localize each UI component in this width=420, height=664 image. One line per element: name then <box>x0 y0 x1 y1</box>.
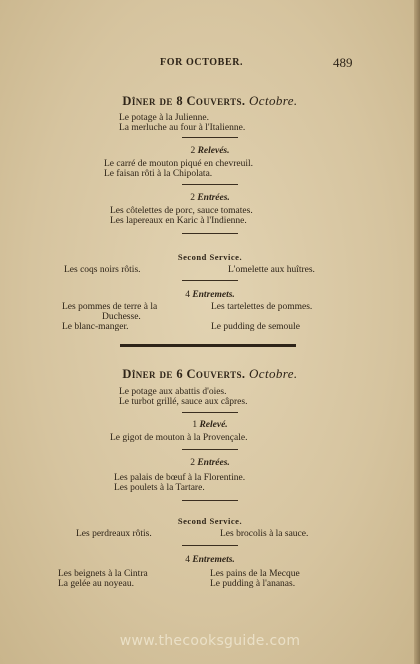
menu2-second-left: Les perdreaux rôtis. <box>76 529 152 539</box>
page-number: 489 <box>333 55 353 70</box>
menu2-releve-heading <box>0 420 420 430</box>
menu2-entremets-right-1: Les pains de la Mecque <box>210 569 300 579</box>
menu1-entrees-count: 2 <box>190 193 195 203</box>
menu2-rule-3 <box>182 500 238 501</box>
menu2-entrees-label: Entrées. <box>197 458 230 468</box>
menu2-entremets-left-1: Les beignets à la Cintra <box>58 569 148 579</box>
menu2-releve: Le gigot de mouton à la Provençale. <box>110 433 248 443</box>
menu1-second-right: L'omelette aux huîtres. <box>228 265 315 275</box>
menu1-rule-1 <box>182 137 238 138</box>
menu2-entree-1: Les palais de bœuf à la Florentine. <box>114 473 246 483</box>
menu1-second-service: Second Service. <box>177 252 243 262</box>
menu1-releve-2: Le faisan rôti à la Chipolata. <box>104 169 213 179</box>
menu1-entremets-left-2: Duchesse. <box>102 312 141 322</box>
menu-separator-rule <box>120 344 296 347</box>
menu1-releves-label: Relevés. <box>197 146 230 156</box>
menu1-rule-2 <box>182 184 238 185</box>
menu2-entrees-count: 2 <box>190 458 195 468</box>
menu2-potage-1: Le potage aux abattis d'oies. <box>119 387 227 397</box>
menu1-releves-heading <box>0 146 420 156</box>
menu2-title-month: Octobre. <box>248 366 298 381</box>
menu1-entremets-right-2: Le pudding de semoule <box>211 322 300 332</box>
menu2-entrees-heading <box>0 458 420 468</box>
menu2-title-count: 6 <box>176 367 183 381</box>
menu2-entremets-right-2: Le pudding à l'ananas. <box>210 579 296 589</box>
menu2-title <box>0 366 420 382</box>
menu1-releves-count: 2 <box>190 146 196 156</box>
menu1-entremets-count: 4 <box>185 290 190 300</box>
page-header <box>0 55 420 71</box>
menu1-entree-1: Les côtelettes de porc, sauce tomates. <box>110 206 253 216</box>
menu1-second-left: Les coqs noirs rôtis. <box>64 265 141 275</box>
menu1-title-month: Octobre. <box>248 93 298 108</box>
menu2-title-couverts: Couverts. <box>186 367 246 381</box>
menu1-potage-1: Le potage à la Julienne. <box>119 113 209 123</box>
menu1-rule-3 <box>182 233 238 234</box>
menu1-entremets-left-3: Le blanc-manger. <box>62 322 129 332</box>
menu1-entremets-left-1: Les pommes de terre à la <box>62 302 158 312</box>
menu1-potage-2: La merluche au four à l'Italienne. <box>119 123 246 133</box>
menu2-entremets-count: 4 <box>185 555 190 565</box>
menu2-potage-2: Le turbot grillé, sauce aux câpres. <box>119 397 248 407</box>
menu1-entremets-label: Entremets. <box>192 290 235 300</box>
watermark: www.thecooksguide.com <box>119 633 301 649</box>
menu1-releve-1: Le carré de mouton piqué en chevreuil. <box>104 159 254 169</box>
menu1-title <box>0 93 420 109</box>
menu2-rule-4 <box>182 545 238 546</box>
menu2-title-prefix: Dîner de <box>122 367 173 381</box>
menu1-entremets-heading <box>0 290 420 300</box>
menu2-entree-2: Les poulets à la Tartare. <box>114 483 205 493</box>
menu2-entremets-heading <box>0 555 420 565</box>
menu1-entrees-label: Entrées. <box>197 193 230 203</box>
menu1-entrees-heading <box>0 193 420 203</box>
menu2-releve-label: Relevé. <box>199 420 228 430</box>
menu1-title-couverts: Couverts. <box>186 94 246 108</box>
menu1-entremets-right-1: Les tartelettes de pommes. <box>211 302 313 312</box>
menu1-rule-4 <box>182 280 238 281</box>
menu2-entremets-left-2: La gelée au noyeau. <box>58 579 134 589</box>
menu2-entremets-label: Entremets. <box>192 555 235 565</box>
menu1-entree-2: Les lapereaux en Karic à l'Indienne. <box>110 216 247 226</box>
menu1-title-prefix: Dîner de <box>122 94 173 108</box>
menu2-second-service: Second Service. <box>177 516 243 526</box>
menu2-rule-1 <box>182 412 238 413</box>
menu2-rule-2 <box>182 449 238 450</box>
menu2-releve-count: 1 <box>192 420 198 430</box>
running-head: FOR OCTOBER. <box>160 57 244 68</box>
menu2-second-right: Les brocolis à la sauce. <box>220 529 309 539</box>
menu1-title-count: 8 <box>176 94 183 108</box>
